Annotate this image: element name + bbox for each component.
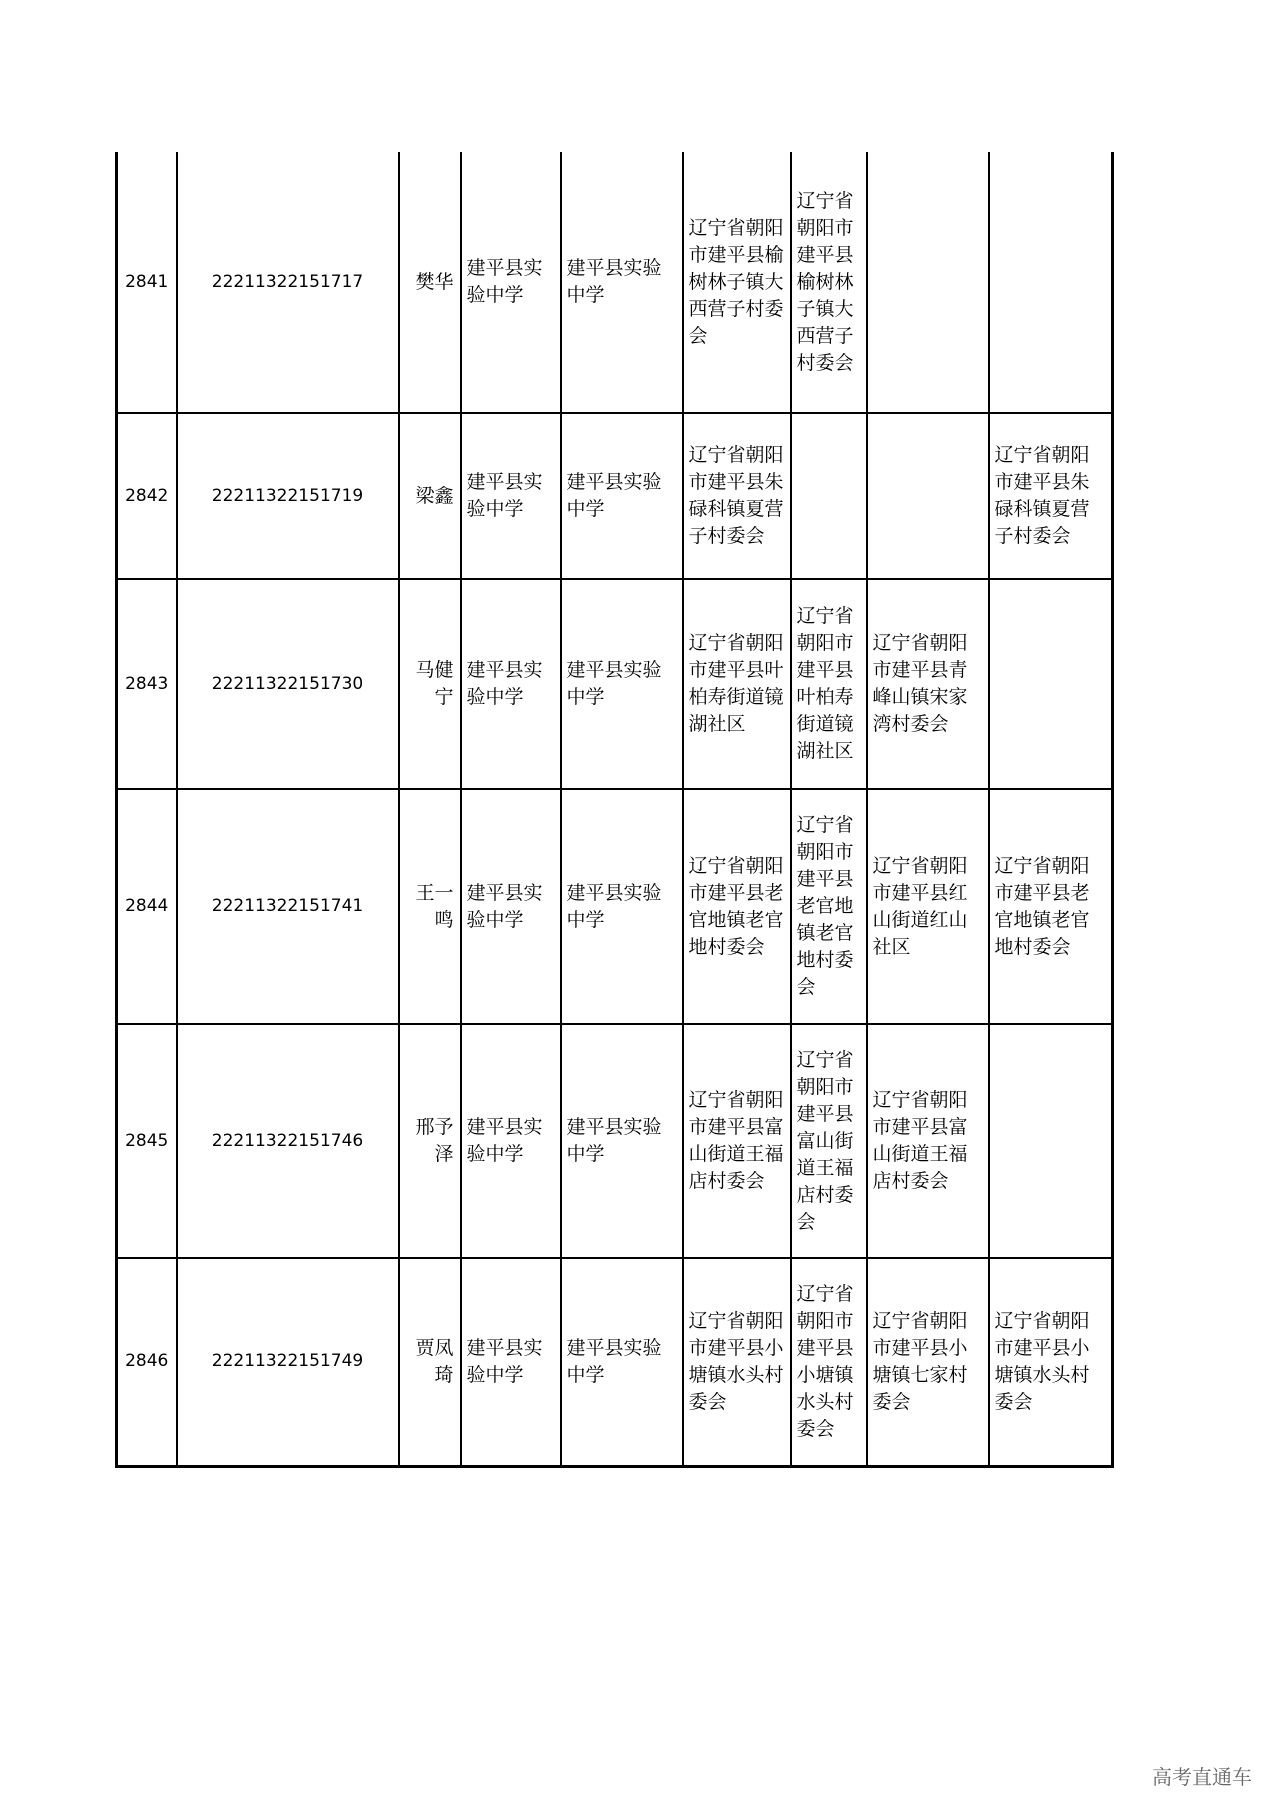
footer-brand-watermark: 高考直通车: [1152, 1765, 1252, 1789]
seq-cell: 2846: [117, 1258, 177, 1466]
address-cell-3: [867, 413, 989, 579]
table-row: [117, 579, 1113, 789]
address-cell-2: [791, 413, 867, 579]
exam-number-cell: 22211322151746: [177, 1024, 399, 1258]
address-cell-4: 辽宁省朝阳市建平县小塘镇水头村委会: [989, 1258, 1113, 1466]
school-short-cell: 建平县实验中学: [561, 579, 683, 789]
school-cell: 建平县实验中学: [461, 1258, 561, 1466]
exam-number-cell: 22211322151719: [177, 413, 399, 579]
address-cell-4: 辽宁省朝阳市建平县朱碌科镇夏营子村委会: [989, 413, 1113, 579]
table-row: [117, 1258, 1113, 1466]
name-cell: 梁鑫: [399, 413, 461, 579]
address-cell-4: 辽宁省朝阳市建平县老官地镇老官地村委会: [989, 789, 1113, 1024]
address-cell-1: 辽宁省朝阳市建平县小塘镇水头村委会: [683, 1258, 791, 1466]
table-row: [117, 789, 1113, 1024]
seq-cell: 2841: [117, 152, 177, 413]
address-cell-1: 辽宁省朝阳市建平县榆树林子镇大西营子村委会: [683, 152, 791, 413]
exam-number-cell: 22211322151749: [177, 1258, 399, 1466]
table-row: [117, 1024, 1113, 1258]
name-cell: 王一鸣: [399, 789, 461, 1024]
seq-cell: 2843: [117, 579, 177, 789]
school-short-cell: 建平县实验中学: [561, 1258, 683, 1466]
school-short-cell: 建平县实验中学: [561, 413, 683, 579]
address-cell-1: 辽宁省朝阳市建平县老官地镇老官地村委会: [683, 789, 791, 1024]
address-cell-3: 辽宁省朝阳市建平县小塘镇七家村委会: [867, 1258, 989, 1466]
address-cell-1: 辽宁省朝阳市建平县叶柏寿街道镜湖社区: [683, 579, 791, 789]
address-cell-3: [867, 152, 989, 413]
exam-number-cell: 22211322151741: [177, 789, 399, 1024]
roster-table: [115, 152, 1114, 1468]
school-short-cell: 建平县实验中学: [561, 152, 683, 413]
address-cell-1: 辽宁省朝阳市建平县富山街道王福店村委会: [683, 1024, 791, 1258]
school-short-cell: 建平县实验中学: [561, 1024, 683, 1258]
address-cell-3: 辽宁省朝阳市建平县富山街道王福店村委会: [867, 1024, 989, 1258]
address-cell-2: 辽宁省朝阳市建平县老官地镇老官地村委会: [791, 789, 867, 1024]
school-cell: 建平县实验中学: [461, 789, 561, 1024]
address-cell-3: 辽宁省朝阳市建平县红山街道红山社区: [867, 789, 989, 1024]
school-cell: 建平县实验中学: [461, 152, 561, 413]
address-cell-4: [989, 152, 1113, 413]
address-cell-2: 辽宁省朝阳市建平县榆树林子镇大西营子村委会: [791, 152, 867, 413]
roster-body: [117, 152, 1113, 1466]
school-short-cell: 建平县实验中学: [561, 789, 683, 1024]
address-cell-2: 辽宁省朝阳市建平县富山街道王福店村委会: [791, 1024, 867, 1258]
seq-cell: 2844: [117, 789, 177, 1024]
name-cell: 邢予泽: [399, 1024, 461, 1258]
school-cell: 建平县实验中学: [461, 1024, 561, 1258]
table-row: [117, 152, 1113, 413]
address-cell-2: 辽宁省朝阳市建平县叶柏寿街道镜湖社区: [791, 579, 867, 789]
seq-cell: 2845: [117, 1024, 177, 1258]
name-cell: 贾凤琦: [399, 1258, 461, 1466]
address-cell-1: 辽宁省朝阳市建平县朱碌科镇夏营子村委会: [683, 413, 791, 579]
address-cell-4: [989, 1024, 1113, 1258]
exam-number-cell: 22211322151717: [177, 152, 399, 413]
address-cell-4: [989, 579, 1113, 789]
address-cell-3: 辽宁省朝阳市建平县青峰山镇宋家湾村委会: [867, 579, 989, 789]
school-cell: 建平县实验中学: [461, 579, 561, 789]
address-cell-2: 辽宁省朝阳市建平县小塘镇水头村委会: [791, 1258, 867, 1466]
school-cell: 建平县实验中学: [461, 413, 561, 579]
exam-number-cell: 22211322151730: [177, 579, 399, 789]
name-cell: 樊华: [399, 152, 461, 413]
seq-cell: 2842: [117, 413, 177, 579]
name-cell: 马健宁: [399, 579, 461, 789]
table-row: [117, 413, 1113, 579]
